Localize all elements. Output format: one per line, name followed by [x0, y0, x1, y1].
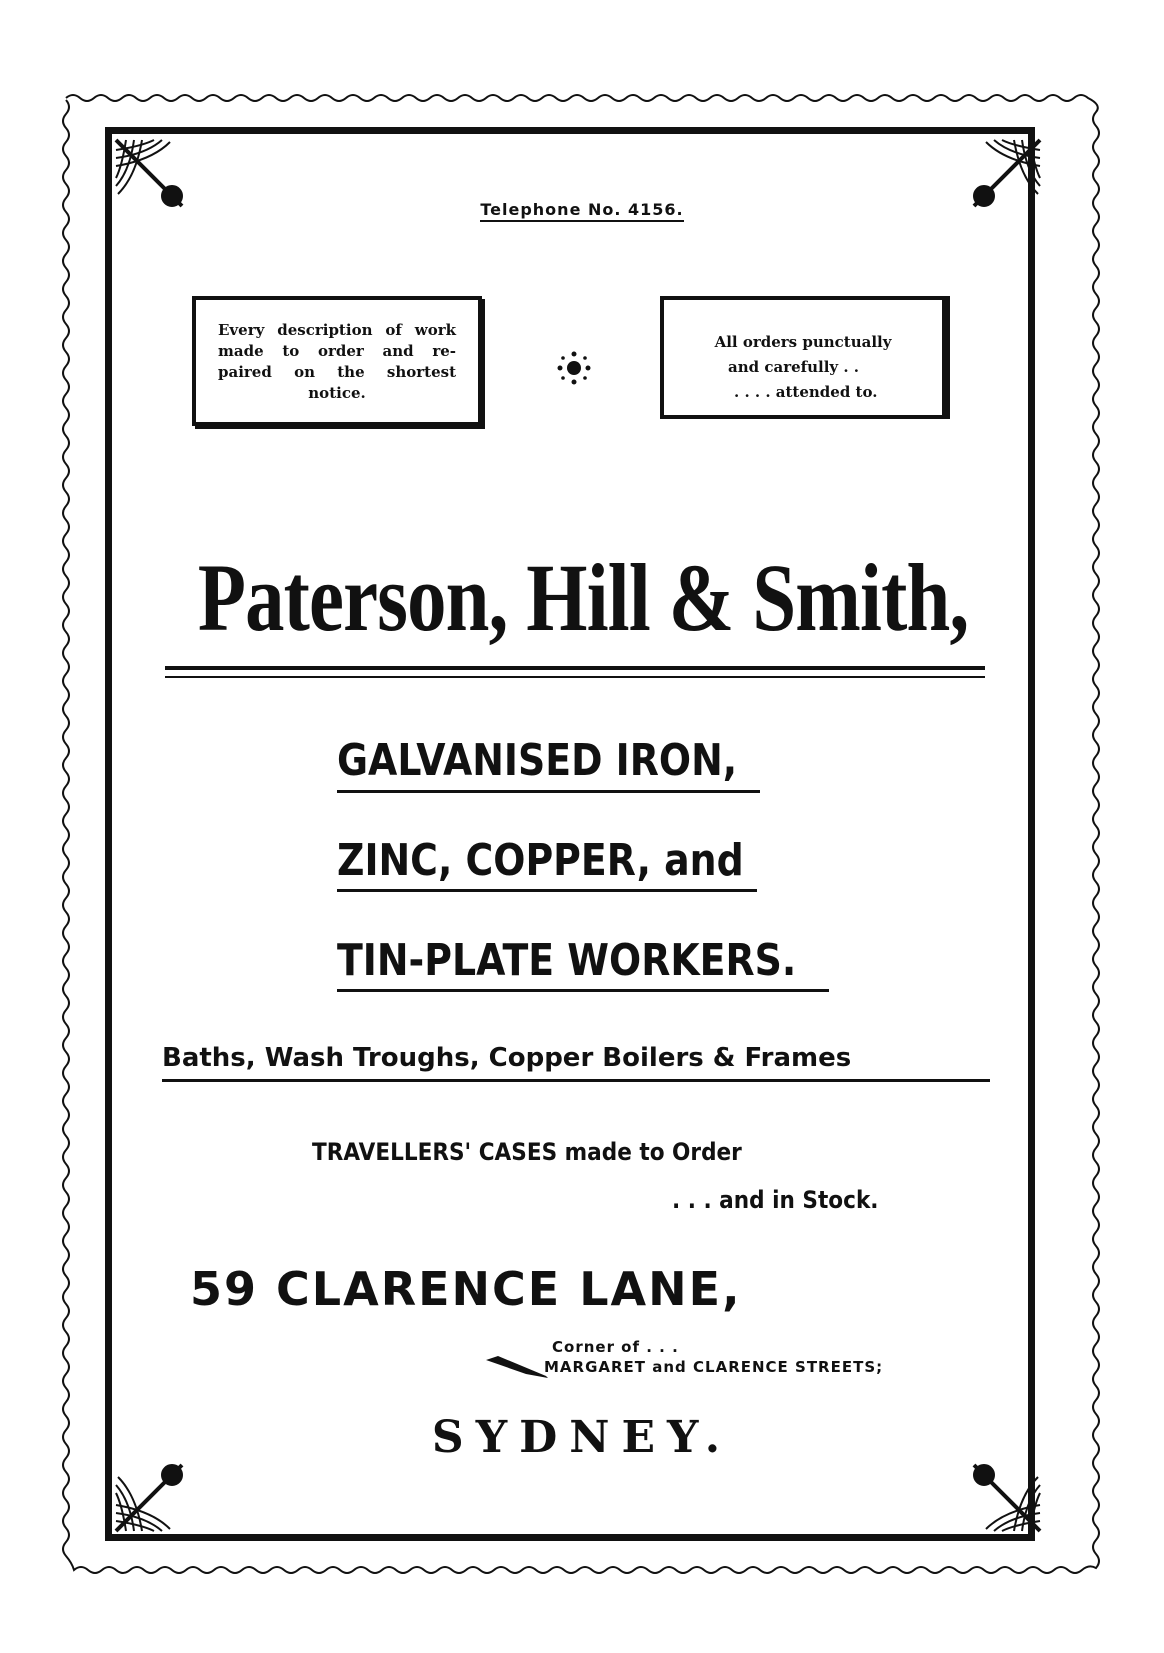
notice-left-line: notice. [308, 384, 366, 402]
divider-rule [165, 666, 985, 670]
underline-rule [162, 1079, 990, 1082]
telephone-number [0, 200, 1164, 219]
underline-rule [337, 989, 829, 992]
pointing-arrow-icon [486, 1354, 550, 1380]
products-line: Baths, Wash Troughs, Copper Boilers & Frames [162, 1043, 852, 1073]
notice-right-line: . . . . attended to. [734, 383, 878, 401]
underline-rule [337, 790, 760, 793]
trade-line: GALVANISED IRON, [337, 735, 738, 786]
fan-ornament-icon [112, 1457, 190, 1535]
notice-right-line: All orders punctually [714, 333, 892, 351]
notice-left-line: paired on the shortest [218, 363, 456, 381]
fan-ornament-icon [966, 1457, 1044, 1535]
cases-line: TRAVELLERS' CASES made to Order [312, 1138, 742, 1166]
city-name: SYDNEY. [431, 1412, 733, 1463]
street-address: 59 CLARENCE LANE, [190, 1262, 742, 1316]
trade-line: TIN-PLATE WORKERS. [337, 935, 797, 986]
divider-rule [165, 676, 985, 678]
firm-name: Paterson, Hill & Smith, [197, 544, 969, 651]
notice-box-left [192, 296, 482, 426]
trade-line: ZINC, COPPER, and [337, 835, 744, 886]
telephone-text: Telephone No. 4156. [480, 200, 683, 222]
notice-box-right [660, 296, 950, 419]
stock-line: . . . and in Stock. [672, 1186, 879, 1214]
cross-streets: MARGARET and CLARENCE STREETS; [544, 1358, 884, 1376]
star-ornament-icon [554, 350, 594, 386]
underline-rule [337, 889, 757, 892]
notice-right-line: and carefully . . [728, 358, 859, 376]
corner-of-label: Corner of . . . [552, 1338, 679, 1356]
notice-left-line: Every description of work [218, 321, 456, 339]
notice-left-line: made to order and re- [218, 342, 456, 360]
